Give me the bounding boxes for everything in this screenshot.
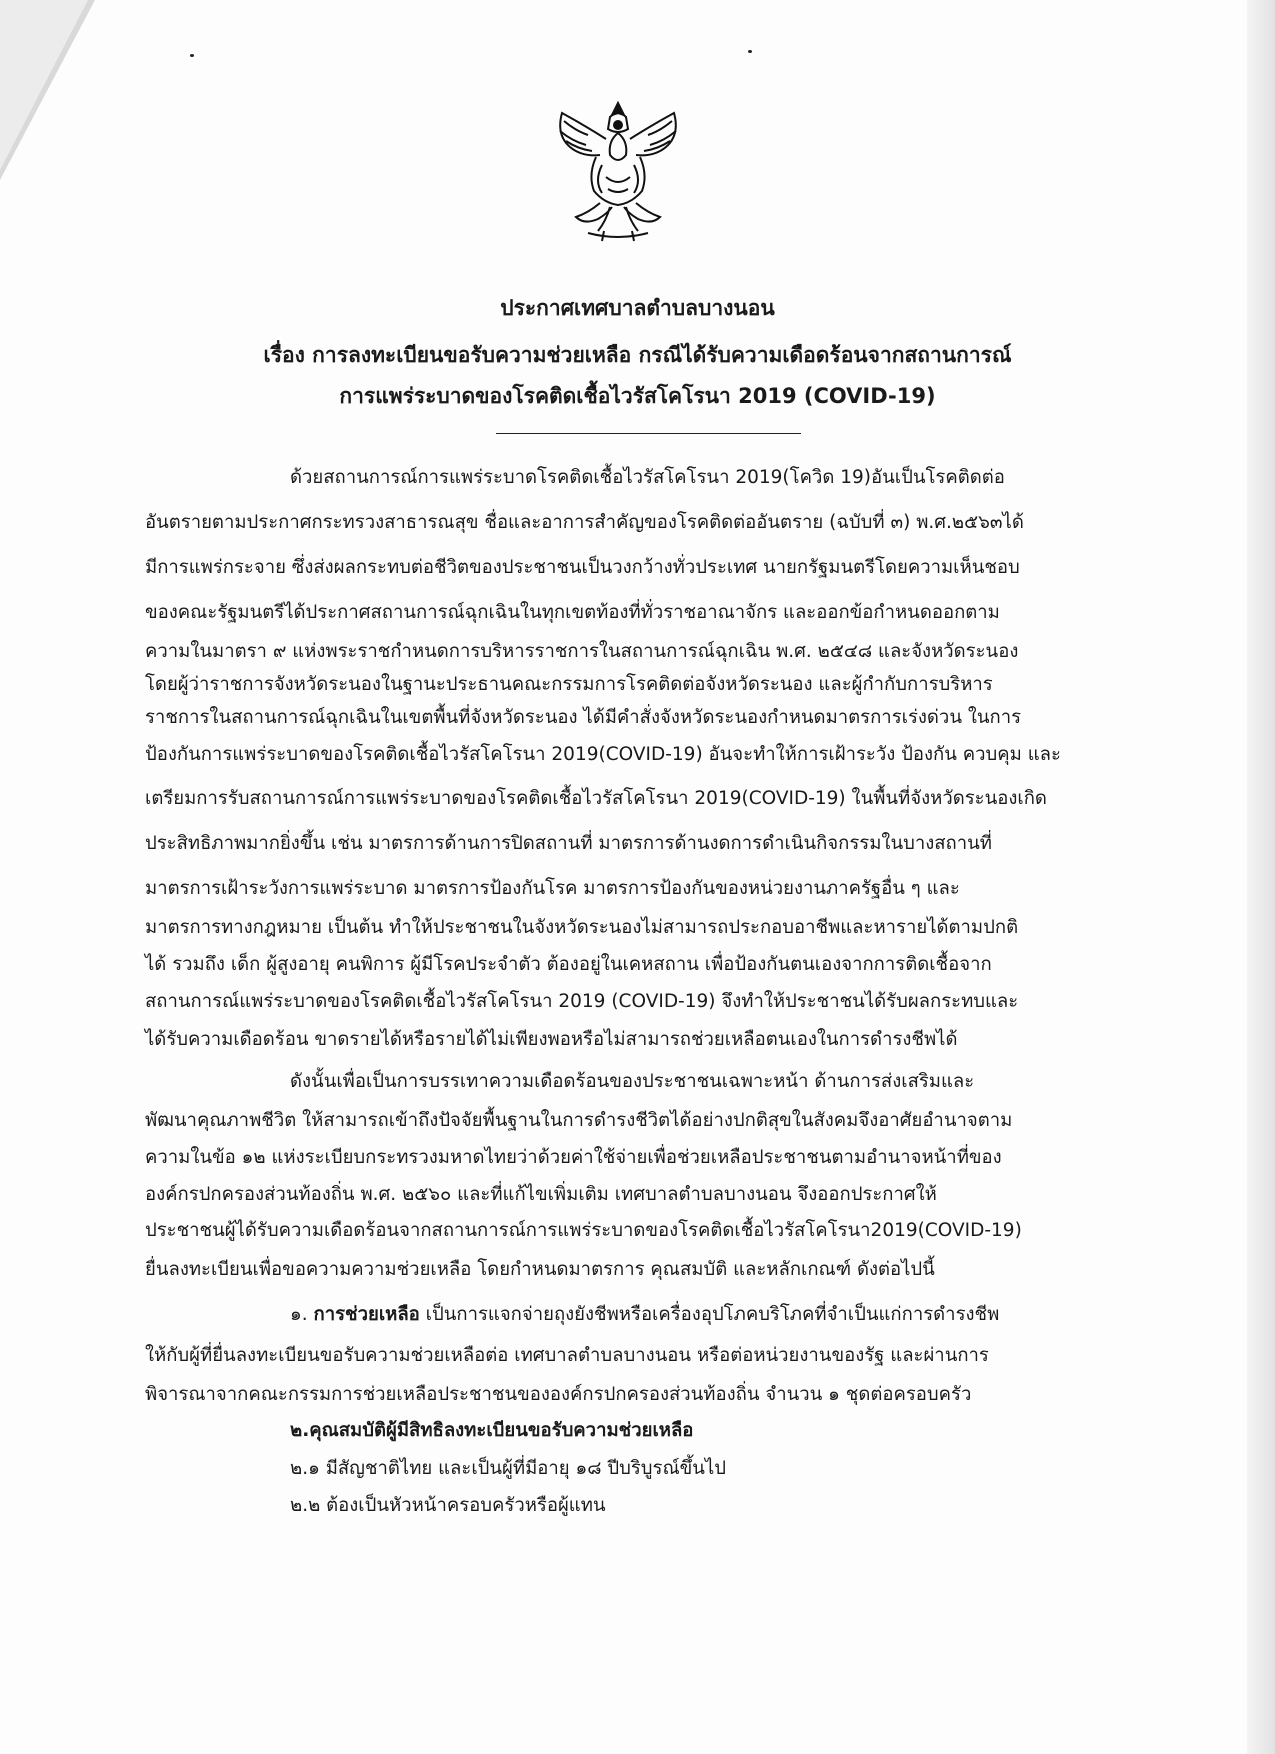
item-2-2: ๒.๒ ต้องเป็นหัวหน้าครอบครัวหรือผู้แทน xyxy=(290,1495,606,1516)
paragraph-line: ดังนั้นเพื่อเป็นการบรรเทาความเดือดร้อนของประชาชนเฉพาะหน้า ด้านการส่งเสริมและ xyxy=(290,1071,975,1092)
paragraph-line: ยื่นลงทะเบียนเพื่อขอความความช่วยเหลือ โดยกำหนดมาตรการ คุณสมบัติ และหลักเกณฑ์ ดังต่อไปนี้ xyxy=(145,1259,935,1280)
paragraph-line: ได้รับความเดือดร้อน ขาดรายได้หรือรายได้ไม่เพียงพอหรือไม่สามารถช่วยเหลือตนเองในการดำรงชีพได้ xyxy=(145,1029,958,1050)
item-2-heading: ๒.คุณสมบัติผู้มีสิทธิลงทะเบียนขอรับความช่วยเหลือ xyxy=(290,1420,694,1441)
paragraph-line: ประสิทธิภาพมากยิ่งขึ้น เช่น มาตรการด้านการปิดสถานที่ มาตรการด้านงดการดำเนินกิจกรรมในบางสถานที่ xyxy=(145,833,992,854)
announcement-title: ประกาศเทศบาลตำบลบางนอน xyxy=(500,296,775,320)
paragraph-line: โดยผู้ว่าราชการจังหวัดระนองในฐานะประธานคณะกรรมการโรคติดต่อจังหวัดระนอง และผู้กำกับการบริหาร xyxy=(145,674,993,695)
paragraph-line: ของคณะรัฐมนตรีได้ประกาศสถานการณ์ฉุกเฉินในทุกเขตท้องที่ทั่วราชอาณาจักร และออกข้อกำหนดออกตาม xyxy=(145,602,1000,623)
folded-corner-shade xyxy=(0,0,88,170)
paragraph-line: มาตรการทางกฎหมาย เป็นต้น ทำให้ประชาชนในจังหวัดระนองไม่สามารถประกอบอาชีพและหารายได้ตามปกติ xyxy=(145,917,1019,938)
paragraph-line: ความในมาตรา ๙ แห่งพระราชกำหนดการบริหารราชการในสถานการณ์ฉุกเฉิน พ.ศ. ๒๕๔๘ และจังหวัดระนอง xyxy=(145,641,1019,662)
paragraph-line: องค์กรปกครองส่วนท้องถิ่น พ.ศ. ๒๕๖๐ และที่แก้ไขเพิ่มเติม เทศบาลตำบลบางนอน จึงออกประกาศให้ xyxy=(145,1184,937,1205)
paragraph-line: สถานการณ์แพร่ระบาดของโรคติดเชื้อไวรัสโคโรนา 2019 (COVID-19) จึงทำให้ประชาชนได้รับผลกระทบและ xyxy=(145,991,1019,1012)
garuda-emblem-icon xyxy=(548,95,688,245)
paragraph-line: ป้องกันการแพร่ระบาดของโรคติดเชื้อไวรัสโคโรนา 2019(COVID-19) อันจะทำให้การเฝ้าระวัง ป้องกัน ควบคุม และ xyxy=(145,744,1061,765)
item-1-text: เป็นการแจกจ่ายถุงยังชีพหรือเครื่องอุปโภคบริโภคที่จำเป็นแก่การดำรงชีพ xyxy=(419,1304,1000,1325)
scan-speck xyxy=(748,50,752,53)
item-1-number: ๑. xyxy=(290,1304,308,1325)
paragraph-line: เตรียมการรับสถานการณ์การแพร่ระบาดของโรคติดเชื้อไวรัสโคโรนา 2019(COVID-19) ในพื้นที่จังหวัดระนองเกิด xyxy=(145,788,1047,809)
paragraph-line: อันตรายตามประกาศกระทรวงสาธารณสุข ชื่อและอาการสำคัญของโรคติดต่ออันตราย (ฉบับที่ ๓) พ.ศ.๒๕๖๓ได้ xyxy=(145,512,1024,533)
scan-speck xyxy=(190,54,194,57)
subject-line-2: การแพร่ระบาดของโรคติดเชื้อไวรัสโคโรนา 2019 (COVID-19) xyxy=(339,384,936,408)
title-underline xyxy=(496,433,801,434)
paragraph-line: พัฒนาคุณภาพชีวิต ให้สามารถเข้าถึงปัจจัยพื้นฐานในการดำรงชีวิตได้อย่างปกติสุขในสังคมจึงอาศัยอำนาจตาม xyxy=(145,1110,1013,1131)
item-1-heading: การช่วยเหลือ xyxy=(313,1304,420,1325)
subject-line-1: เรื่อง การลงทะเบียนขอรับความช่วยเหลือ กรณีได้รับความเดือดร้อนจากสถานการณ์ xyxy=(263,343,1012,367)
paragraph-line: ให้กับผู้ที่ยื่นลงทะเบียนขอรับความช่วยเหลือต่อ เทศบาลตำบลบางนอน หรือต่อหน่วยงานของรัฐ และผ่านการ xyxy=(145,1345,989,1366)
paragraph-line: ด้วยสถานการณ์การแพร่ระบาดโรคติดเชื้อไวรัสโคโรนา 2019(โควิด 19)อันเป็นโรคติดต่อ xyxy=(290,467,1005,488)
paragraph-line: มีการแพร่กระจาย ซึ่งส่งผลกระทบต่อชีวิตของประชาชนเป็นวงกว้างทั่วประเทศ นายกรัฐมนตรีโดยความเห็นชอบ xyxy=(145,557,1020,578)
paragraph-line: ราชการในสถานการณ์ฉุกเฉินในเขตพื้นที่จังหวัดระนอง ได้มีคำสั่งจังหวัดระนองกำหนดมาตรการเร่งด่วน ในการ xyxy=(145,707,1022,728)
paragraph-line: ประชาชนผู้ได้รับความเดือดร้อนจากสถานการณ์การแพร่ระบาดของโรคติดเชื้อไวรัสโคโรนา2019(COVID-19) xyxy=(145,1220,1022,1241)
paragraph-line: ได้ รวมถึง เด็ก ผู้สูงอายุ คนพิการ ผู้มีโรคประจำตัว ต้องอยู่ในเคหสถาน เพื่อป้องกันตนเองจากการติดเชื้อจาก xyxy=(145,954,992,975)
paragraph-line: ความในข้อ ๑๒ แห่งระเบียบกระทรวงมหาดไทยว่าด้วยค่าใช้จ่ายเพื่อช่วยเหลือประชาชนตามอำนาจหน้าที่ของ xyxy=(145,1147,1002,1168)
item-1-line xyxy=(290,1302,1120,1328)
paragraph-line: มาตรการเฝ้าระวังการแพร่ระบาด มาตรการป้องกันโรค มาตรการป้องกันของหน่วยงานภาครัฐอื่น ๆ และ xyxy=(145,878,960,899)
paragraph-line: พิจารณาจากคณะกรรมการช่วยเหลือประชาชนขององค์กรปกครองส่วนท้องถิ่น จำนวน ๑ ชุดต่อครอบครัว xyxy=(145,1384,972,1405)
item-2-1: ๒.๑ มีสัญชาติไทย และเป็นผู้ที่มีอายุ ๑๘ ปีบริบูรณ์ขึ้นไป xyxy=(290,1458,726,1479)
page-edge-shadow xyxy=(1247,0,1275,1754)
